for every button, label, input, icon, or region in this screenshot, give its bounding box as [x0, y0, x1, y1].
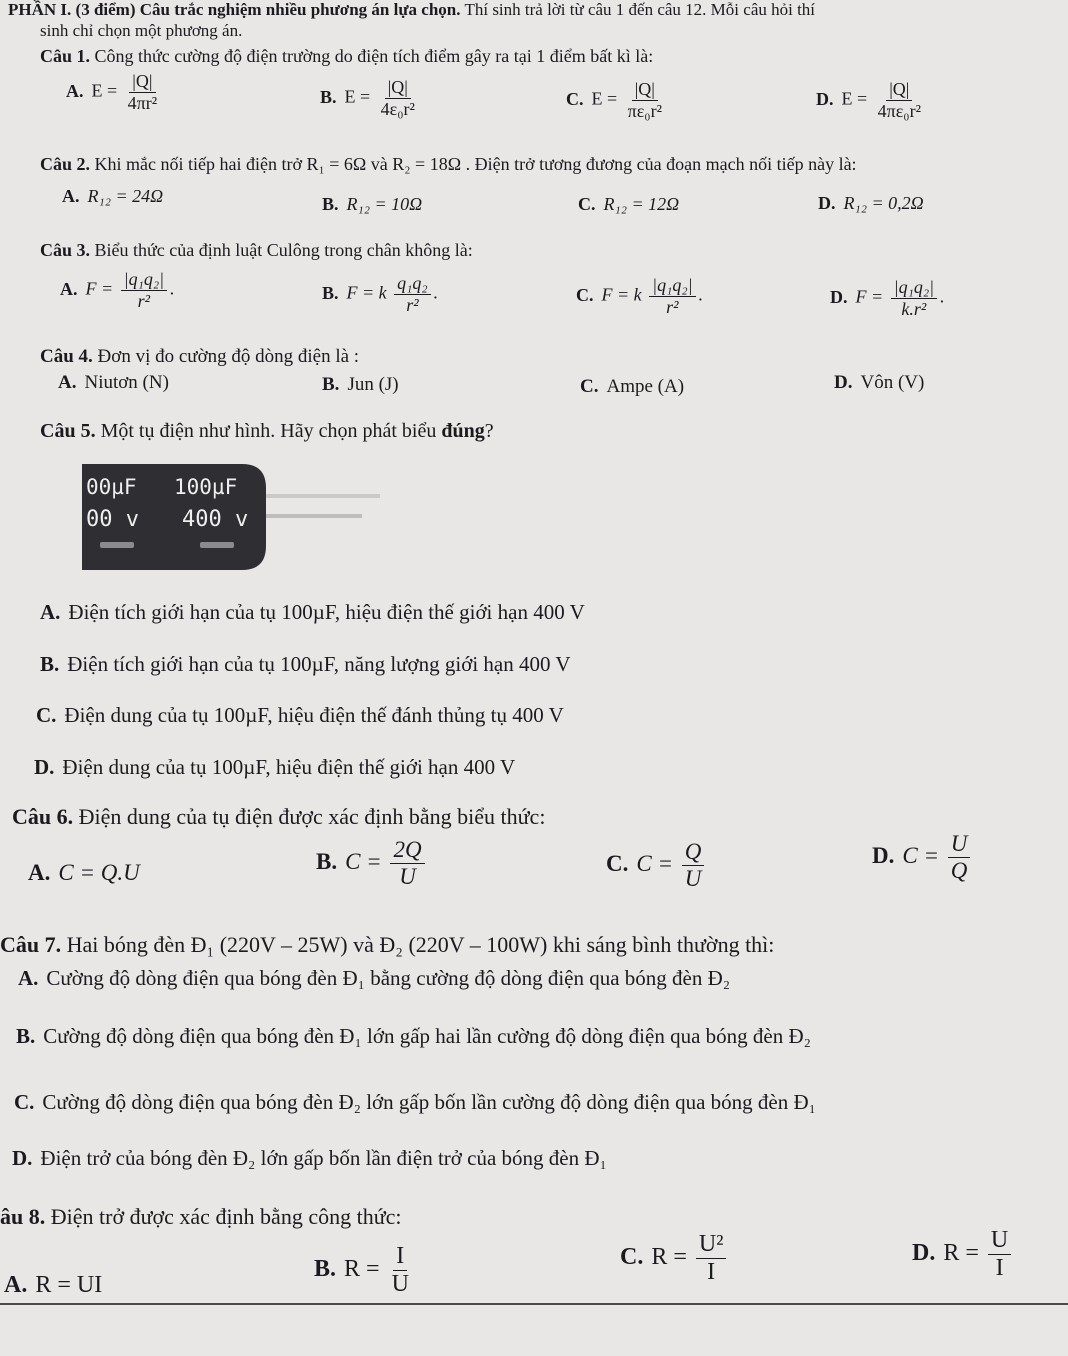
q3-b-tail: .	[433, 282, 439, 303]
q2-option-d[interactable]	[818, 193, 924, 214]
q5-option-a[interactable]	[40, 600, 585, 625]
q8-b-num: I	[393, 1244, 407, 1271]
q2-b-text: R₁₂ = 10Ω	[346, 194, 423, 214]
question-1	[40, 46, 653, 67]
q1-option-c[interactable]	[566, 80, 668, 121]
q8-label: âu 8.	[0, 1204, 46, 1229]
q2-c-letter: C.	[578, 194, 596, 214]
capacitor-lead-1	[252, 494, 380, 498]
q8-c-den: I	[707, 1259, 716, 1286]
q2-c-text: R₁₂ = 12Ω	[603, 194, 680, 214]
q6-text: Điện dung của tụ điện được xác định bằng biểu thức:	[73, 804, 546, 829]
q7-label: Câu 7.	[0, 932, 62, 957]
q5-d-letter: D.	[34, 755, 55, 779]
q6-b-lhs: C =	[345, 848, 382, 874]
q2-a-text: R₁₂ = 24Ω	[87, 186, 164, 206]
q3-d-num: |q₁q₂|	[891, 278, 937, 299]
q3-b-lhs: F = k	[346, 282, 387, 303]
q3-a-den: r²	[137, 290, 151, 311]
q8-option-d[interactable]	[912, 1228, 1014, 1281]
q7-a-letter: A.	[18, 966, 39, 990]
q8-b-fraction	[389, 1244, 412, 1297]
q5-b-letter: B.	[40, 652, 60, 676]
question-3	[40, 240, 473, 261]
q3-d-den: k.r²	[901, 298, 927, 319]
q4-b-letter: B.	[322, 374, 340, 395]
q1-a-fraction	[125, 72, 160, 113]
bottom-divider	[0, 1303, 1068, 1305]
q6-option-b[interactable]	[316, 838, 428, 889]
q6-b-letter: B.	[316, 848, 338, 874]
capacitor-image	[82, 464, 382, 570]
q1-label: Câu 1.	[40, 46, 91, 66]
q4-c-text: Ampe (A)	[606, 376, 685, 397]
q7-c-text: Cường độ dòng điện qua bóng đèn Đ₂ lớn gấp bốn lần cường độ dòng điện qua bóng đèn Đ₁	[42, 1090, 816, 1114]
q8-text: Điện trở được xác định bằng công thức:	[45, 1204, 402, 1229]
q3-a-tail: .	[170, 278, 175, 299]
q5-a-letter: A.	[40, 600, 61, 624]
q3-a-lhs: F =	[85, 278, 114, 299]
q6-a-text: C = Q.U	[58, 860, 140, 885]
q1-d-den: 4πε₀r²	[877, 100, 921, 121]
question-2	[40, 154, 857, 175]
q1-d-letter: D.	[816, 88, 834, 109]
q5-a-text: Điện tích giới hạn của tụ 100µF, hiệu điện thế giới hạn 400 V	[68, 600, 585, 624]
q3-option-a[interactable]	[60, 270, 175, 311]
q2-option-c[interactable]	[578, 194, 679, 215]
capacitor-volt1: 00 v	[86, 507, 139, 532]
q6-option-a[interactable]	[28, 860, 140, 886]
q3-a-fraction	[121, 270, 167, 311]
q8-c-lhs: R =	[651, 1244, 687, 1271]
q5-end: ?	[484, 420, 494, 442]
q6-a-letter: A.	[28, 860, 51, 885]
q1-b-letter: B.	[320, 86, 337, 107]
q3-c-num: |q₁q₂|	[649, 276, 695, 297]
q1-b-lhs: E =	[344, 86, 371, 107]
q6-c-fraction	[682, 840, 705, 891]
q7-c-letter: C.	[14, 1090, 35, 1114]
q2-text: Khi mắc nối tiếp hai điện trở R₁ = 6Ω và R₂ = 18Ω . Điện trở tương đương của đoạn mạch nối tiếp này là:	[90, 154, 857, 174]
capacitor-icon	[82, 464, 382, 570]
q5-emph: đúng	[441, 420, 485, 442]
q8-option-b[interactable]	[314, 1244, 415, 1297]
q1-d-fraction	[875, 80, 924, 121]
q5-d-text: Điện dung của tụ 100µF, hiệu điện thế giới hạn 400 V	[62, 755, 516, 779]
q3-a-num: |q₁q₂|	[121, 270, 167, 291]
q3-b-letter: B.	[322, 282, 339, 303]
q4-option-b[interactable]	[322, 374, 399, 396]
q3-text: Biểu thức của định luật Culông trong chân không là:	[90, 240, 473, 260]
q3-option-d[interactable]	[830, 278, 945, 319]
q7-b-letter: B.	[16, 1024, 36, 1048]
q1-a-num: |Q|	[129, 72, 155, 93]
q7-option-b[interactable]	[16, 1024, 811, 1049]
q1-b-num: |Q|	[385, 78, 411, 99]
q3-b-fraction	[394, 274, 431, 315]
q4-d-letter: D.	[834, 372, 853, 393]
q1-c-den: πε₀r²	[627, 100, 662, 121]
intro-line2: sinh chỉ chọn một phương án.	[40, 21, 243, 40]
capacitor-volt2: 400 v	[182, 507, 249, 532]
q2-d-text: R₁₂ = 0,2Ω	[843, 193, 924, 213]
q4-option-a[interactable]	[58, 372, 169, 394]
q4-b-text: Jun (J)	[347, 374, 399, 395]
q2-b-letter: B.	[322, 194, 339, 214]
q1-c-letter: C.	[566, 88, 584, 109]
q7-text: Hai bóng đèn Đ₁ (220V – 25W) và Đ₂ (220V – 100W) khi sáng bình thường thì:	[61, 932, 775, 957]
q5-b-text: Điện tích giới hạn của tụ 100µF, năng lượng giới hạn 400 V	[67, 652, 571, 676]
q6-b-num: 2Q	[390, 838, 424, 864]
q4-option-c[interactable]	[580, 376, 684, 398]
question-7	[0, 932, 774, 958]
q6-c-lhs: C =	[636, 850, 673, 876]
question-4	[40, 346, 359, 368]
q8-b-letter: B.	[314, 1256, 337, 1283]
q7-a-text: Cường độ dòng điện qua bóng đèn Đ₁ bằng cường độ dòng điện qua bóng đèn Đ₂	[46, 966, 731, 990]
q3-d-tail: .	[940, 286, 945, 307]
q2-d-letter: D.	[818, 193, 836, 213]
question-8	[0, 1204, 402, 1230]
section-header	[8, 0, 815, 20]
q7-option-a[interactable]	[18, 966, 730, 991]
q8-d-den: I	[995, 1255, 1004, 1282]
q3-option-c[interactable]	[576, 276, 703, 317]
q3-d-fraction	[891, 278, 937, 319]
q3-d-letter: D.	[830, 286, 848, 307]
q1-c-fraction	[625, 80, 665, 121]
q5-option-d[interactable]	[34, 755, 515, 780]
q8-a-letter: A.	[4, 1272, 28, 1298]
q3-label: Câu 3.	[40, 240, 91, 260]
capacitor-mark-2	[200, 542, 234, 548]
q7-option-c[interactable]	[14, 1090, 816, 1115]
q7-d-text: Điện trở của bóng đèn Đ₂ lớn gấp bốn lần điện trở của bóng đèn Đ₁	[40, 1146, 607, 1170]
capacitor-cap1: 00µF	[86, 475, 137, 499]
q6-c-letter: C.	[606, 850, 629, 876]
q7-option-d[interactable]	[12, 1146, 607, 1171]
q7-b-text: Cường độ dòng điện qua bóng đèn Đ₁ lớn gấp hai lần cường độ dòng điện qua bóng đèn Đ₂	[43, 1024, 811, 1048]
q6-b-den: U	[399, 864, 416, 890]
q3-b-num: q₁q₂	[394, 274, 431, 295]
section-label: PHẦN I. (3 điểm)	[8, 0, 136, 19]
q1-text: Công thức cường độ điện trường do điện tích điểm gây ra tại 1 điểm bất kì là:	[90, 46, 654, 66]
q6-d-letter: D.	[872, 842, 895, 868]
q3-c-tail: .	[698, 284, 704, 305]
q2-a-letter: A.	[62, 186, 80, 206]
q4-option-d[interactable]	[834, 372, 924, 394]
q5-c-text: Điện dung của tụ 100µF, hiệu điện thế đánh thủng tụ 400 V	[64, 703, 564, 727]
q1-a-lhs: E =	[91, 80, 118, 101]
q3-c-den: r²	[666, 296, 679, 317]
capacitor-lead-2	[252, 514, 362, 518]
q1-option-d[interactable]	[816, 80, 927, 121]
q1-c-lhs: E =	[591, 88, 618, 109]
q8-d-num: U	[988, 1228, 1011, 1255]
capacitor-cap2: 100µF	[174, 475, 238, 499]
q2-option-b[interactable]	[322, 194, 422, 215]
q6-label: Câu 6.	[12, 804, 74, 829]
q8-option-a[interactable]	[4, 1272, 102, 1299]
q1-option-a[interactable]	[66, 72, 163, 113]
q6-option-d[interactable]	[872, 832, 973, 883]
q8-b-lhs: R =	[344, 1256, 380, 1283]
q3-b-den: r²	[406, 294, 419, 315]
q7-d-letter: D.	[12, 1146, 33, 1170]
q4-c-letter: C.	[580, 376, 599, 397]
q8-c-letter: C.	[620, 1244, 644, 1271]
q8-c-num: U²	[696, 1232, 727, 1259]
q5-text: Một tụ điện như hình. Hãy chọn phát biểu	[95, 420, 442, 442]
question-5	[40, 420, 494, 443]
q4-a-text: Niutơn (N)	[84, 372, 169, 393]
q1-d-num: |Q|	[886, 80, 912, 101]
q1-b-fraction	[378, 78, 418, 119]
q1-c-num: |Q|	[632, 80, 658, 101]
q3-c-letter: C.	[576, 284, 594, 305]
q4-label: Câu 4.	[40, 346, 93, 367]
q3-option-b[interactable]	[322, 274, 438, 315]
q8-c-fraction	[696, 1232, 727, 1285]
q6-d-lhs: C =	[902, 842, 939, 868]
q5-c-letter: C.	[36, 703, 57, 727]
q1-a-letter: A.	[66, 80, 84, 101]
q8-option-c[interactable]	[620, 1232, 729, 1285]
q4-d-text: Vôn (V)	[860, 372, 925, 393]
q6-d-num: U	[948, 832, 971, 858]
q6-d-fraction	[948, 832, 971, 883]
q1-b-den: 4ε₀r²	[380, 98, 415, 119]
q8-a-text: R = UI	[35, 1272, 103, 1298]
q4-text: Đơn vị đo cường độ dòng điện là :	[92, 346, 360, 367]
q6-b-fraction	[390, 838, 424, 889]
q8-d-fraction	[988, 1228, 1011, 1281]
question-6	[12, 804, 545, 830]
q3-a-letter: A.	[60, 278, 78, 299]
q2-option-a[interactable]	[62, 186, 163, 207]
q6-c-num: Q	[682, 840, 705, 866]
q3-c-lhs: F = k	[601, 284, 642, 305]
q6-d-den: Q	[950, 858, 968, 884]
q5-option-b[interactable]	[40, 652, 571, 677]
capacitor-mark-1	[100, 542, 134, 548]
q8-d-lhs: R =	[943, 1240, 979, 1267]
q1-a-den: 4πr²	[127, 92, 158, 113]
q1-d-lhs: E =	[841, 88, 868, 109]
q2-label: Câu 2.	[40, 154, 91, 174]
intro-rest: Thí sinh trả lời từ câu 1 đến câu 12. Mỗi câu hỏi thí	[460, 0, 816, 19]
q4-a-letter: A.	[58, 372, 77, 393]
q6-c-den: U	[684, 866, 702, 892]
q3-d-lhs: F =	[855, 286, 884, 307]
q1-option-b[interactable]	[320, 78, 421, 119]
q5-option-c[interactable]	[36, 703, 564, 728]
q3-c-fraction	[649, 276, 695, 317]
q8-d-letter: D.	[912, 1240, 936, 1267]
q8-b-den: U	[391, 1271, 409, 1298]
q5-label: Câu 5.	[40, 420, 96, 442]
q6-option-c[interactable]	[606, 840, 707, 891]
intro-bold: Câu trắc nghiệm nhiều phương án lựa chọn.	[139, 0, 461, 19]
